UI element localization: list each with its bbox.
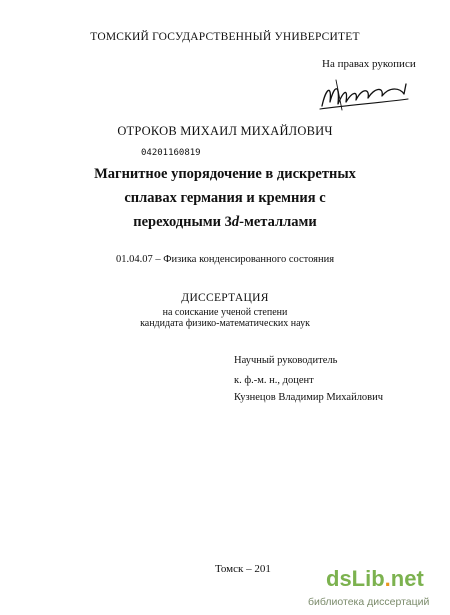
degree-line-1: на соискание ученой степени: [162, 307, 288, 318]
degree-sought: [0, 307, 450, 329]
degree-line-2: кандидата физико-математических наук: [140, 318, 310, 329]
author-name: ОТРОКОВ МИХАИЛ МИХАЙЛОВИЧ: [117, 124, 333, 138]
manuscript-rights-note: На правах рукописи: [322, 58, 416, 70]
title-line-3-italic: d: [231, 214, 240, 230]
watermark-logo[interactable]: [326, 566, 424, 592]
registration-code: 04201160819: [141, 148, 201, 158]
watermark-brand-tld: net: [390, 566, 424, 591]
watermark-tagline: библиотека диссертаций: [308, 596, 430, 608]
supervisor-name: Кузнецов Владимир Михайлович: [234, 392, 384, 403]
specialty-code: 01.04.07 – Физика конденсированного состояния: [115, 254, 335, 265]
title-line-1: Магнитное упорядочение в дискретных: [94, 166, 356, 182]
watermark-brand-main: dsLib: [326, 566, 385, 591]
university-name: ТОМСКИЙ ГОСУДАРСТВЕННЫЙ УНИВЕРСИТЕТ: [90, 31, 360, 43]
supervisor-degree: к. ф.-м. н., доцент: [234, 375, 314, 386]
city-year: Томск – 201: [215, 563, 271, 575]
watermark-brand-dot: .: [384, 566, 391, 591]
title-line-3-suffix: -металлами: [239, 214, 317, 230]
dissertation-title: [0, 162, 450, 234]
supervisor-label: Научный руководитель: [234, 355, 338, 366]
dissertation-heading: ДИССЕРТАЦИЯ: [181, 292, 269, 304]
title-line-3: [0, 210, 450, 234]
title-line-2: сплавах германия и кремния с: [124, 190, 326, 206]
dslib-watermark[interactable]: [308, 566, 450, 615]
title-line-3-prefix: переходными 3: [133, 214, 232, 230]
handwritten-signature: [318, 76, 410, 116]
